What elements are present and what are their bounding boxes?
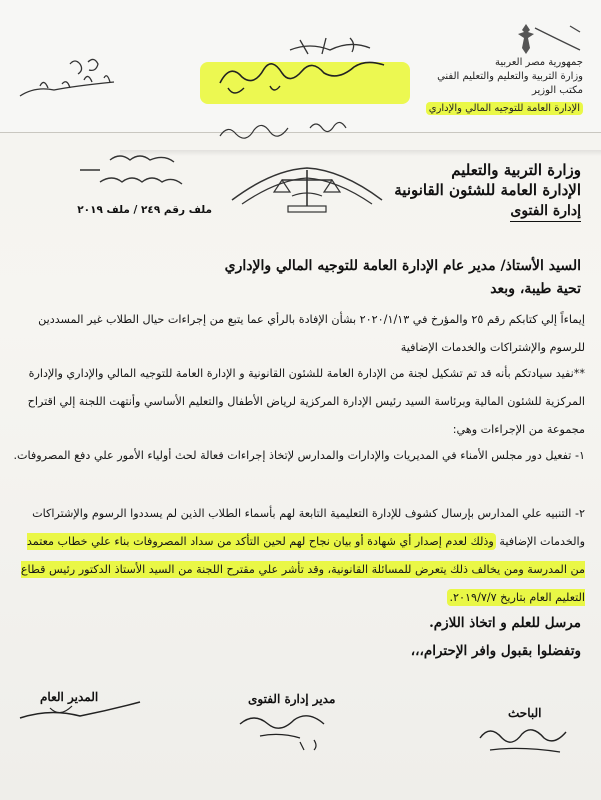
handwritten-date-highlighted	[200, 28, 420, 108]
list-item-2	[13, 500, 585, 612]
handwritten-ref-number	[0, 50, 140, 110]
paragraph-reference: إيماءاً إلي كتابكم رقم ٢٥ والمؤرخ في ٢٠٢٠/١/١٣ بشأن الإفادة بالرأي عما يتبع من إجراءات حيال الطلاب غير المسددين للرسوم والإشتراكات والخدمات الإضافية	[38, 313, 585, 354]
paragraph-committee: **نفيد سيادتكم بأنه قد تم تشكيل لجنة من الإدارة العامة للشئون القانونية و الإدارة العامة للتوجيه المالي والإداري والإدارة المركزية للشئون المالية وبرئاسة السيد رئيس الإدارة المركزية لرياض الأطفال والتعليم الأساسي وأنتهت اللجنة إلي اقتراح مجموعة من الإجراءات وهي:	[27, 367, 585, 436]
letterhead	[341, 160, 581, 222]
letterhead-fatwa-office: إدارة الفتوى	[510, 201, 581, 222]
general-manager-signature	[10, 694, 150, 734]
list-item-2-highlighted: وذلك لعدم إصدار أي شهادة أو بيان نجاح لهم لحين التأكد من سداد المصروفات بناء علي خطاب معتمد من المدرسة ومن يخالف ذلك يتعرض للمسائلة القانونية، وقد تأشر علي مقترح اللجنة من السيد الأستاذ الدكتور رئيس قطاع التعليم العام بتاريخ ٢٠١٩/٧/٧.	[20, 535, 585, 604]
office-name: مكتب الوزير	[531, 85, 583, 96]
letterhead-ministry: وزارة التربية والتعليم	[451, 161, 581, 179]
handwritten-notes	[210, 108, 370, 148]
greeting: تحية طيبة، وبعد	[490, 281, 581, 297]
closing-instruction: مرسل للعلم و اتخاذ اللازم.	[429, 615, 581, 631]
fatwa-manager-signature	[230, 706, 350, 756]
list-item-2-part-a: ٢- التنبيه علي المدارس بإرسال كشوف للإدارة التعليمية التابعة لهم بأسماء الطلاب الذين لم يسددوا الرسوم والإشتراكات والخدمات الإضافية	[32, 507, 585, 548]
handwritten-check-mark	[530, 18, 590, 58]
country-name: جمهورية مصر العربية	[495, 57, 583, 68]
signature-label-fatwa-manager: مدير إدارة الفتوى	[248, 692, 336, 706]
signature-label-researcher: الباحث	[508, 706, 542, 720]
closing-regards: وتفضلوا بقبول وافر الإحترام،،،	[410, 643, 581, 659]
list-item-1: ١- تفعيل دور مجلس الأمناء في المديريات والإدارات والمدارس لإتخاذ إجراءات فعالة لحث أولياء الأمور علي دفع المصروفات.	[13, 449, 585, 462]
ministry-name: وزارة التربية والتعليم والتعليم الفني	[437, 71, 583, 82]
department-name: الإدارة العامة للتوجيه المالي والإداري	[426, 102, 583, 115]
salutation: السيد الأستاذ/ مدير عام الإدارة العامة للتوجيه المالي والإداري	[224, 258, 581, 274]
fold-shadow	[120, 150, 601, 156]
file-number: ملف رقم ٢٤٩ / ملف ٢٠١٩	[77, 204, 212, 216]
researcher-signature	[470, 718, 590, 758]
signature-label-general-manager: المدير العام	[40, 690, 99, 704]
ministry-office-header	[398, 56, 583, 116]
letterhead-department: الإدارة العامة للشئون القانونية	[394, 181, 581, 199]
